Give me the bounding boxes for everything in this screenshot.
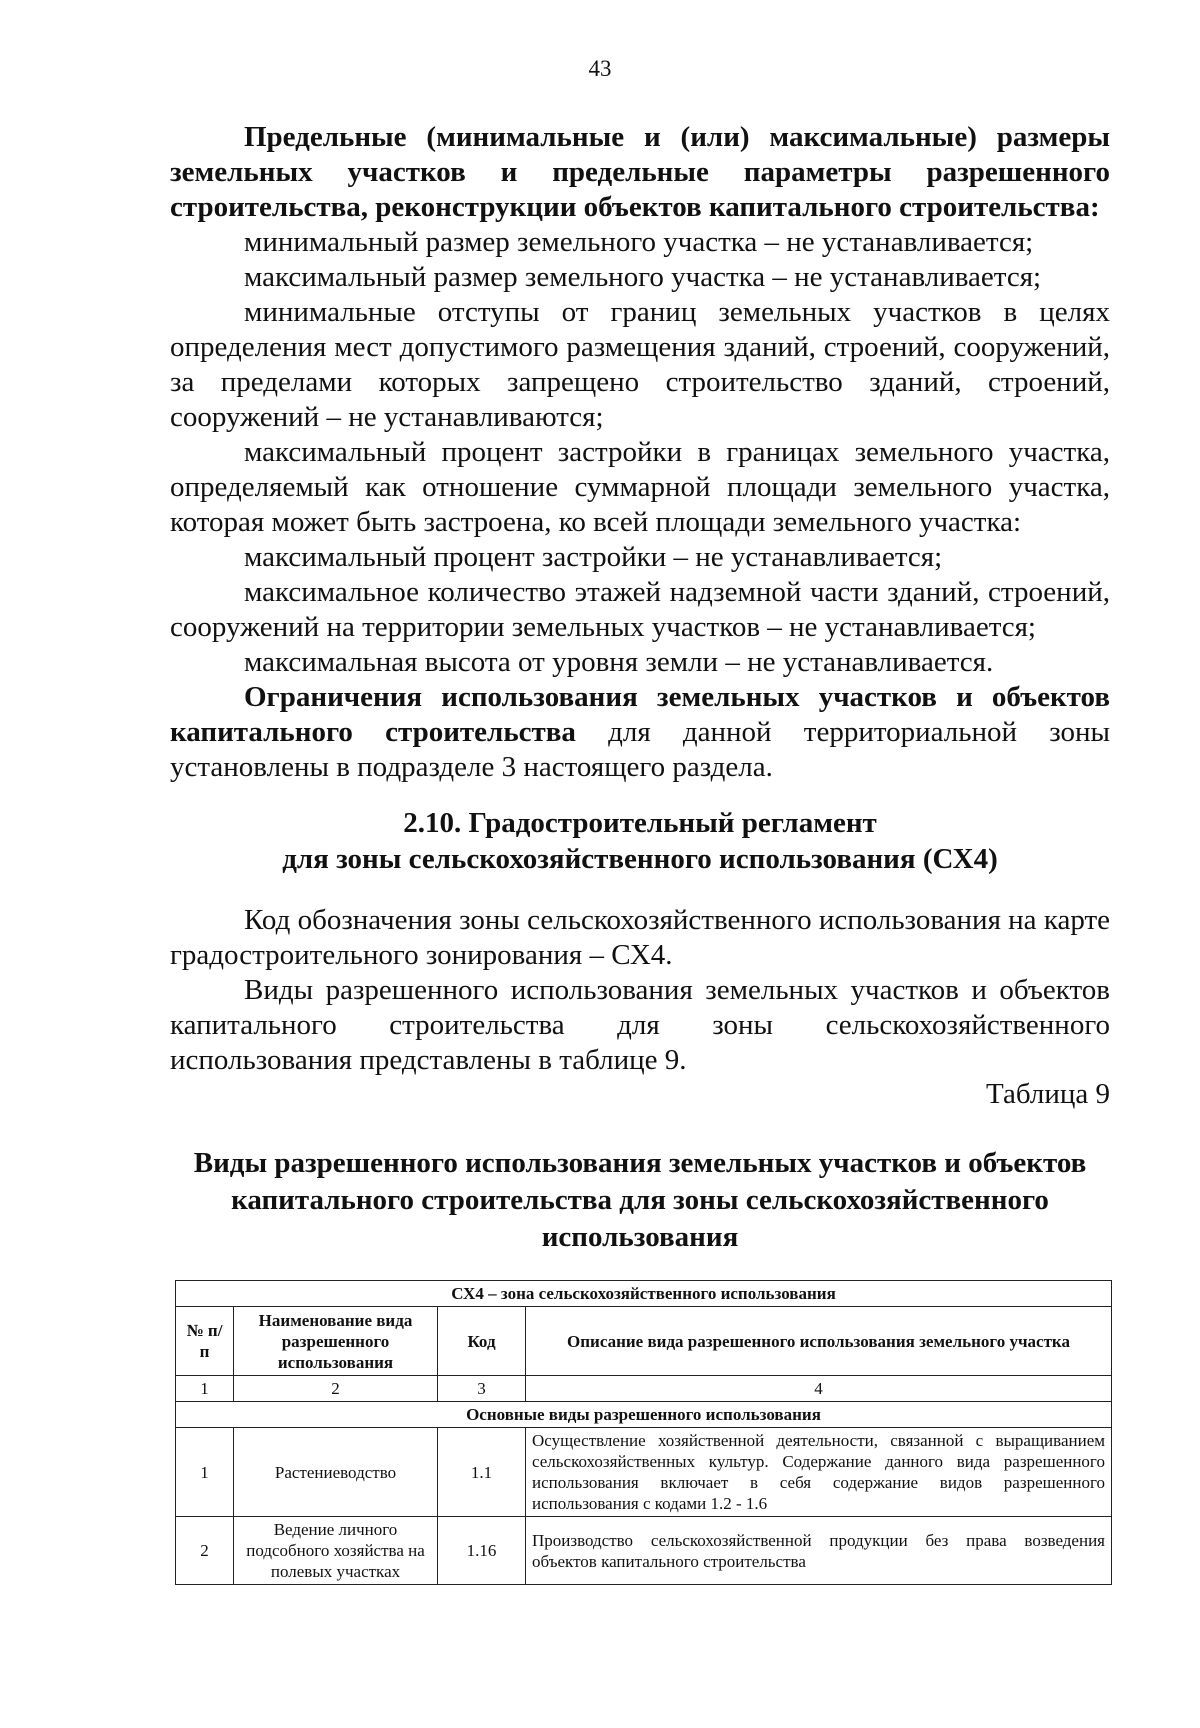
row-name: Растениеводство bbox=[234, 1428, 438, 1517]
height-text: максимальная высота от уровня земли – не устанавливается. bbox=[244, 646, 994, 678]
column-header-row bbox=[176, 1307, 1112, 1376]
row-code: 1.1 bbox=[438, 1428, 526, 1517]
setbacks-text: минимальные отступы от границ земельных участков в целях определения мест допустимого размещения зданий, строений, сооружений, за пределами которых запрещено строительство зданий, строений, сооружений – не устанавливаются; bbox=[170, 296, 1110, 433]
row-description: Осуществление хозяйственной деятельности, связанной с выращиванием сельскохозяйственных культур. Содержание данного вида разрешенного использования включает в себя содержание видов разрешенного использования с кодами 1.2 - 1.6 bbox=[526, 1428, 1112, 1517]
section-heading bbox=[120, 805, 1160, 877]
section-heading-line1: 2.10. Градостроительный регламент bbox=[403, 807, 877, 839]
row-num: 1 bbox=[176, 1428, 234, 1517]
col-header-num: № п/п bbox=[176, 1307, 234, 1376]
zone-header-row bbox=[176, 1281, 1112, 1307]
max-size-text: максимальный размер земельного участка – не устанавливается; bbox=[244, 261, 1042, 293]
table-row bbox=[176, 1428, 1112, 1517]
permitted-uses-table bbox=[175, 1280, 1112, 1585]
group-header-row bbox=[176, 1402, 1112, 1428]
coverage-intro-text: максимальный процент застройки в границах земельного участка, определяемый как отношение суммарной площади земельного участка, которая может быть застроена, ко всей площади земельного участка: bbox=[170, 436, 1110, 538]
permitted-uses-paragraph: Виды разрешенного использования земельных участков и объектов капитального строительства для зоны сельскохозяйственного использования представлены в таблице 9. bbox=[170, 974, 1110, 1076]
page-number: 43 bbox=[588, 56, 612, 81]
table-title-line1: Виды разрешенного использования земельных участков и объектов bbox=[193, 1147, 1087, 1179]
zone-header-cell: СХ4 – зона сельскохозяйственного использования bbox=[176, 1281, 1112, 1307]
min-size-text: минимальный размер земельного участка – не устанавливается; bbox=[244, 226, 1034, 258]
col-number-cell: 2 bbox=[234, 1376, 438, 1402]
group-header-cell: Основные виды разрешенного использования bbox=[176, 1402, 1112, 1428]
col-number-cell: 3 bbox=[438, 1376, 526, 1402]
table-title-line3: использования bbox=[541, 1221, 739, 1253]
section-body bbox=[170, 903, 1110, 1078]
zone-code-paragraph: Код обозначения зоны сельскохозяйственного использования на карте градостроительного зонирования – СХ4. bbox=[170, 904, 1110, 971]
restrictions-bold: Ограничения использования земельных участков и объектов капитального строительства bbox=[170, 681, 1110, 748]
floors-text: максимальное количество этажей надземной части зданий, строений, сооружений на территории земельных участков – не устанавливается; bbox=[170, 576, 1110, 643]
table-row bbox=[176, 1517, 1112, 1585]
col-header-code: Код bbox=[438, 1307, 526, 1376]
restrictions-rest: для данной территориальной зоны установлены в подразделе 3 настоящего раздела. bbox=[170, 716, 1111, 783]
section-heading-line2: для зоны сельскохозяйственного использования (СХ4) bbox=[282, 843, 998, 875]
table-caption: Таблица 9 bbox=[985, 1078, 1110, 1110]
col-header-name: Наименование вида разрешенного использования bbox=[234, 1307, 438, 1376]
row-code: 1.16 bbox=[438, 1517, 526, 1585]
row-num: 2 bbox=[176, 1517, 234, 1585]
col-header-description: Описание вида разрешенного использования земельного участка bbox=[526, 1307, 1112, 1376]
table-title bbox=[150, 1145, 1130, 1256]
table-title-line2: капитального строительства для зоны сельскохозяйственного bbox=[231, 1184, 1049, 1216]
col-number-cell: 1 bbox=[176, 1376, 234, 1402]
coverage-text: максимальный процент застройки – не устанавливается; bbox=[244, 541, 943, 573]
limits-section bbox=[170, 120, 1110, 785]
row-name: Ведение личного подсобного хозяйства на полевых участках bbox=[234, 1517, 438, 1585]
restrictions-paragraph bbox=[170, 680, 1110, 785]
column-number-row bbox=[176, 1376, 1112, 1402]
col-number-cell: 4 bbox=[526, 1376, 1112, 1402]
row-description: Производство сельскохозяйственной продукции без права возведения объектов капитального строительства bbox=[526, 1517, 1112, 1585]
limits-heading: Предельные (минимальные и (или) максимальные) размеры земельных участков и предельные параметры разрешенного строительства, реконструкции объектов капитального строительства: bbox=[170, 121, 1110, 223]
